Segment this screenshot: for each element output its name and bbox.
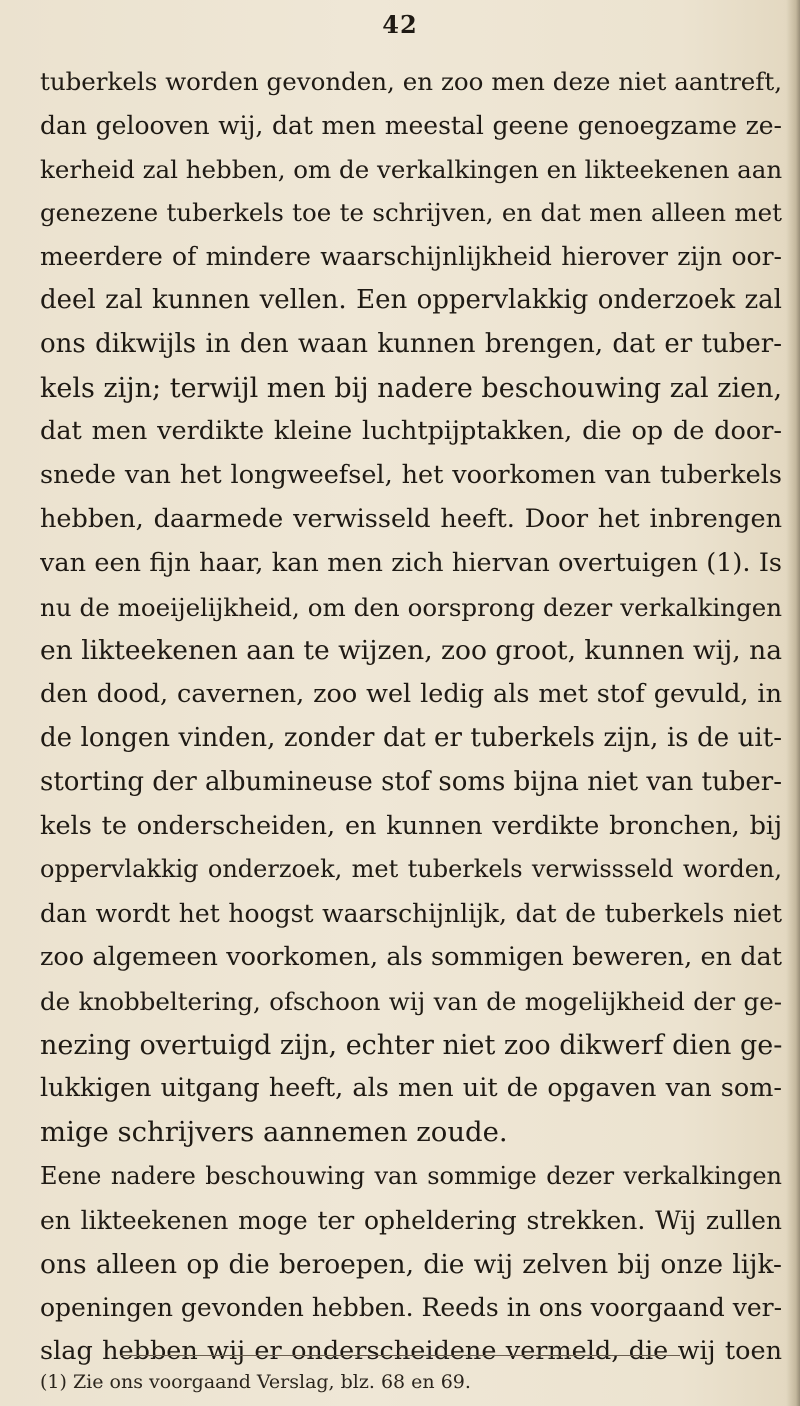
text-line: meerdere of mindere waarschijnlijkheid hierover zijn oor- (40, 242, 782, 272)
text-line: dat men verdikte kleine luchtpijptakken, die op de door- (40, 416, 782, 447)
body-text (40, 60, 782, 1374)
page-edge-shadow (786, 0, 800, 1406)
text-line: ons dikwijls in den waan kunnen brengen, dat er tuber- (40, 328, 782, 359)
text-line: kels zijn; terwijl men bij nadere beschouwing zal zien, (40, 372, 782, 404)
text-line: en likteekenen aan te wijzen, zoo groot, kunnen wij, na (40, 635, 782, 667)
text-line: deel zal kunnen vellen. Een oppervlakkig onderzoek zal (40, 284, 782, 315)
text-line: lukkigen uitgang heeft, als men uit de opgaven van som- (40, 1073, 782, 1104)
text-line: storting der albumineuse stof soms bijna niet van tuber- (40, 766, 782, 797)
text-line: mige schrijvers aannemen zoude. (40, 1116, 508, 1149)
text-line: openingen gevonden hebben. Reeds in ons voorgaand ver- (40, 1293, 782, 1323)
text-line: Eene nadere beschouwing van sommige dezer verkalkingen (40, 1161, 782, 1190)
text-line: nezing overtuigd zijn, echter niet zoo dikwerf dien ge- (40, 1029, 782, 1061)
text-line: en likteekenen moge ter opheldering strekken. Wij zullen (40, 1205, 782, 1235)
footnote-divider (120, 1355, 680, 1356)
text-line: genezene tuberkels toe te schrijven, en dat men alleen met (40, 198, 782, 228)
text-line: van een fijn haar, kan men zich hiervan overtuigen (1). Is (40, 547, 782, 578)
text-line: oppervlakkig onderzoek, met tuberkels verwissseld worden, (40, 855, 782, 884)
text-line: de knobbeltering, ofschoon wij van de mogelijkheid der ge- (40, 986, 782, 1016)
text-line: dan wordt het hoogst waarschijnlijk, dat de tuberkels niet (40, 899, 782, 929)
text-line: nu de moeijelijkheid, om den oorsprong dezer verkalkingen (40, 592, 782, 622)
text-line: de longen vinden, zonder dat er tuberkels zijn, is de uit- (40, 722, 782, 753)
text-line: tuberkels worden gevonden, en zoo men deze niet aantreft, (40, 67, 782, 96)
text-line: snede van het longweefsel, het voorkomen van tuberkels (40, 460, 782, 491)
footnote: (1) Zie ons voorgaand Verslag, blz. 68 en 69. (40, 1371, 471, 1393)
text-line: dan gelooven wij, dat men meestal geene genoegzame ze- (40, 110, 782, 140)
page-number: 42 (382, 10, 418, 39)
text-line: ons alleen op die beroepen, die wij zelven bij onze lijk- (40, 1248, 782, 1280)
text-line: hebben, daarmede verwisseld heeft. Door het inbrengen (40, 503, 782, 534)
text-line: zoo algemeen voorkomen, als sommigen beweren, en dat (40, 941, 782, 972)
text-line: slag hebben wij er onderscheidene vermeld, die wij toen (40, 1336, 782, 1367)
text-line: kerheid zal hebben, om de verkalkingen en likteekenen aan (40, 154, 782, 184)
text-line: den dood, cavernen, zoo wel ledig als met stof gevuld, in (40, 679, 782, 710)
text-line: kels te onderscheiden, en kunnen verdikte bronchen, bij (40, 810, 782, 841)
